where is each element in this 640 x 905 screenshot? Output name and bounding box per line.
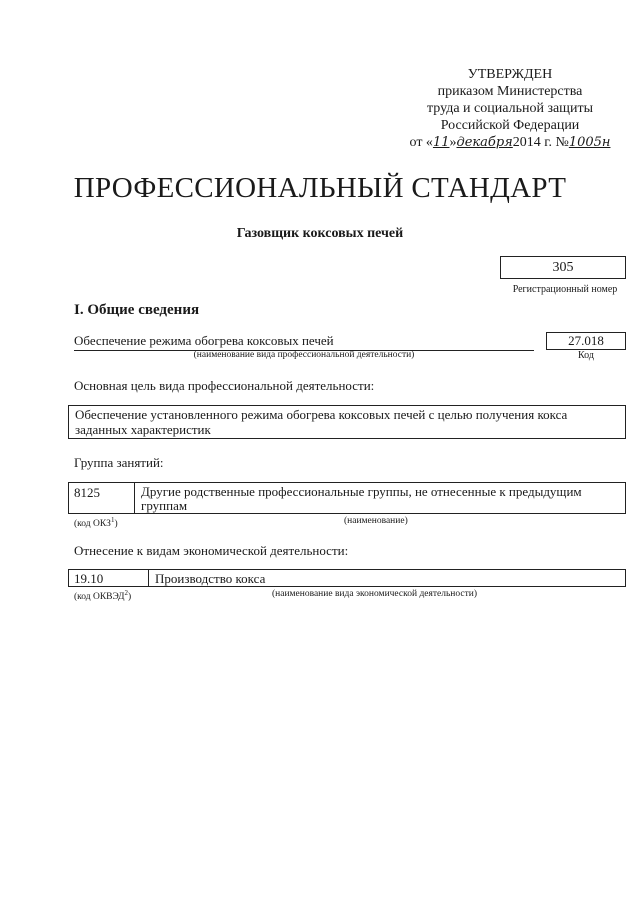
order-number: 1005н [568, 135, 611, 150]
date-year: 2014 г. № [512, 135, 569, 150]
activity-name-caption: (наименование вида профессиональной деятельности) [193, 350, 415, 360]
registration-number-box: 305 [500, 256, 626, 279]
approval-order: приказом Министерства [437, 84, 583, 99]
approval-ministry: труда и социальной защиты [427, 101, 593, 116]
occupation-name-caption: (наименование) [344, 516, 408, 526]
occupation-code: 8125 [69, 483, 135, 513]
occupation-name: Другие родственные профессиональные группы, не отнесенные к предыдущим группам [141, 484, 582, 513]
economic-activity-table [68, 569, 626, 587]
activity-code-caption: Код [578, 350, 594, 361]
occupation-group-label: Группа занятий: [74, 455, 164, 470]
registration-number-label: Регистрационный номер [512, 284, 618, 295]
okved-code-caption: (код ОКВЭД$^2$) [74, 589, 132, 603]
date-mid: » [449, 135, 457, 150]
date-day: 11 [432, 135, 450, 150]
approval-status: УТВЕРЖДЕН [467, 67, 553, 82]
approval-country: Российской Федерации [440, 118, 580, 133]
goal-text-box: Обеспечение установленного режима обогрева коксовых печей с целью получения кокса заданных характеристик [68, 405, 626, 439]
approval-block [395, 66, 625, 151]
document-title: ПРОФЕССИОНАЛЬНЫЙ СТАНДАРТ [73, 172, 567, 204]
goal-label: Основная цель вида профессиональной деятельности: [74, 378, 375, 393]
activity-code-box: 27.018 [546, 332, 626, 350]
date-month: декабря [456, 135, 513, 150]
okved-name: Производство кокса [155, 571, 266, 586]
date-prefix: от « [409, 135, 433, 150]
occupation-group-table [68, 482, 626, 514]
approval-date-line [395, 134, 625, 151]
occupation-code-caption: (код ОКЗ$^1$) [74, 516, 118, 530]
section-heading: I. Общие сведения [74, 302, 200, 318]
okved-code: 19.10 [69, 570, 149, 586]
activity-name: Обеспечение режима обогрева коксовых печей [74, 333, 534, 351]
document-subtitle: Газовщик коксовых печей [236, 226, 404, 241]
okved-name-caption: (наименование вида экономической деятельности) [272, 589, 477, 599]
economic-activity-label: Отнесение к видам экономической деятельности: [74, 543, 349, 558]
